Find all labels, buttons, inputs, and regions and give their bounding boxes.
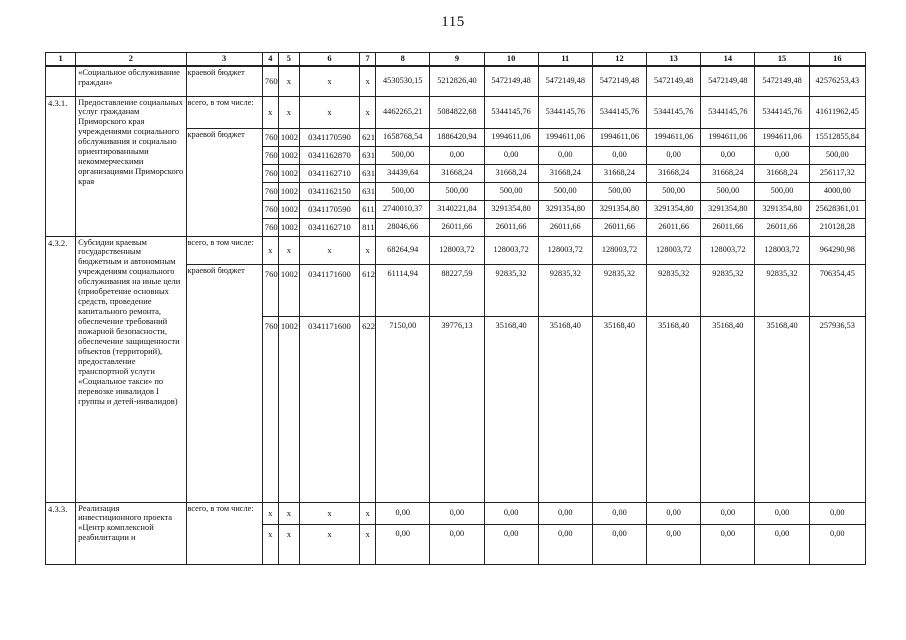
value-cell: 5472149,48 xyxy=(647,66,701,96)
code-cell: 1002 xyxy=(278,128,299,146)
code-cell: 1002 xyxy=(278,164,299,182)
value-cell: 3291354,80 xyxy=(755,200,809,218)
value-cell: 1994611,06 xyxy=(701,128,755,146)
value-cell: 1994611,06 xyxy=(755,128,809,146)
value-cell: 256117,32 xyxy=(809,164,865,182)
value-cell: 500,00 xyxy=(592,182,646,200)
value-cell: 35168,40 xyxy=(484,316,538,502)
value-cell: 0,00 xyxy=(809,502,865,524)
value-cell: 128003,72 xyxy=(484,236,538,264)
value-cell: 500,00 xyxy=(538,182,592,200)
code-cell: 1002 xyxy=(278,218,299,236)
value-cell: 0,00 xyxy=(701,502,755,524)
code-cell: 760 xyxy=(262,200,278,218)
value-cell: 31668,24 xyxy=(592,164,646,182)
funding-source: краевой бюджет xyxy=(186,128,262,236)
row-number xyxy=(46,66,76,96)
code-cell: x xyxy=(360,524,376,564)
column-header: 11 xyxy=(538,53,592,67)
code-cell: 0341170590 xyxy=(299,200,359,218)
value-cell: 5472149,48 xyxy=(484,66,538,96)
code-cell: 1002 xyxy=(278,200,299,218)
value-cell: 92835,32 xyxy=(647,264,701,316)
value-cell: 5344145,76 xyxy=(538,96,592,128)
row-number: 4.3.3. xyxy=(46,502,76,564)
value-cell: 128003,72 xyxy=(430,236,484,264)
column-header: 2 xyxy=(76,53,186,67)
code-cell: 0341162150 xyxy=(299,182,359,200)
value-cell: 35168,40 xyxy=(755,316,809,502)
value-cell: 0,00 xyxy=(376,502,430,524)
value-cell: 0,00 xyxy=(592,146,646,164)
value-cell: 0,00 xyxy=(430,524,484,564)
code-cell: x xyxy=(278,66,299,96)
value-cell: 28046,66 xyxy=(376,218,430,236)
row-name: Субсидии краевым государственным бюджетным и автономным учреждениям социального обслуживания на иные цели (приобретение основных средств, проведение капитального ремонта, обеспечение требований пожарной безопасности, обеспечение защищенности объектов (территорий), предоставление транспортной услуги «Социальное такси» по перевозке инвалидов I группы и детей-инвалидов) xyxy=(76,236,186,502)
value-cell: 1658768,54 xyxy=(376,128,430,146)
value-cell: 0,00 xyxy=(755,146,809,164)
column-header: 9 xyxy=(430,53,484,67)
value-cell: 0,00 xyxy=(701,146,755,164)
row-name: Предоставление социальных услуг гражданам Приморского края учреждениями социального обслуживания и социально ориентированными некоммерческими организациями Приморского края xyxy=(76,96,186,236)
table-body xyxy=(46,53,866,565)
code-cell: x xyxy=(299,236,359,264)
code-cell: 0341162710 xyxy=(299,164,359,182)
value-cell: 92835,32 xyxy=(592,264,646,316)
value-cell: 4530530,15 xyxy=(376,66,430,96)
value-cell: 0,00 xyxy=(755,502,809,524)
value-cell: 3140221,84 xyxy=(430,200,484,218)
value-cell: 1994611,06 xyxy=(538,128,592,146)
value-cell: 3291354,80 xyxy=(701,200,755,218)
value-cell: 3291354,80 xyxy=(647,200,701,218)
value-cell: 500,00 xyxy=(376,182,430,200)
table-row xyxy=(46,66,866,96)
value-cell: 26011,66 xyxy=(592,218,646,236)
row-name: Реализация инвестиционного проекта «Центр комплексной реабилитации и xyxy=(76,502,186,564)
value-cell: 257936,53 xyxy=(809,316,865,502)
column-header: 6 xyxy=(299,53,359,67)
table-row xyxy=(46,502,866,524)
value-cell: 128003,72 xyxy=(538,236,592,264)
value-cell: 31668,24 xyxy=(647,164,701,182)
row-number: 4.3.2. xyxy=(46,236,76,502)
value-cell: 500,00 xyxy=(755,182,809,200)
value-cell: 210128,28 xyxy=(809,218,865,236)
code-cell: 760 xyxy=(262,66,278,96)
code-cell: 760 xyxy=(262,182,278,200)
value-cell: 128003,72 xyxy=(701,236,755,264)
value-cell: 0,00 xyxy=(430,502,484,524)
value-cell: 15512855,84 xyxy=(809,128,865,146)
value-cell: 31668,24 xyxy=(755,164,809,182)
column-header: 1 xyxy=(46,53,76,67)
value-cell: 26011,66 xyxy=(701,218,755,236)
value-cell: 0,00 xyxy=(538,146,592,164)
value-cell: 5344145,76 xyxy=(592,96,646,128)
code-cell: x xyxy=(299,502,359,524)
code-cell: 760 xyxy=(262,146,278,164)
value-cell: 92835,32 xyxy=(701,264,755,316)
value-cell: 3291354,80 xyxy=(592,200,646,218)
code-cell: 0341171600 xyxy=(299,316,359,502)
code-cell: 622 xyxy=(360,316,376,502)
code-cell: x xyxy=(278,524,299,564)
value-cell: 35168,40 xyxy=(647,316,701,502)
value-cell: 26011,66 xyxy=(538,218,592,236)
code-cell: 0341162870 xyxy=(299,146,359,164)
code-cell: 612 xyxy=(360,264,376,316)
value-cell: 500,00 xyxy=(484,182,538,200)
value-cell: 500,00 xyxy=(376,146,430,164)
value-cell: 92835,32 xyxy=(538,264,592,316)
value-cell: 68264,94 xyxy=(376,236,430,264)
value-cell: 5212826,40 xyxy=(430,66,484,96)
code-cell: x xyxy=(299,66,359,96)
value-cell: 4462265,21 xyxy=(376,96,430,128)
code-cell: 760 xyxy=(262,218,278,236)
value-cell: 0,00 xyxy=(647,502,701,524)
value-cell: 5084822,68 xyxy=(430,96,484,128)
value-cell: 92835,32 xyxy=(484,264,538,316)
page-number: 115 xyxy=(441,14,465,30)
column-header: 14 xyxy=(701,53,755,67)
value-cell: 706354,45 xyxy=(809,264,865,316)
value-cell: 35168,40 xyxy=(538,316,592,502)
code-cell: 0341170590 xyxy=(299,128,359,146)
value-cell: 5344145,76 xyxy=(755,96,809,128)
code-cell: x xyxy=(262,96,278,128)
value-cell: 5472149,48 xyxy=(755,66,809,96)
code-cell: x xyxy=(299,524,359,564)
code-cell: 760 xyxy=(262,164,278,182)
value-cell: 964290,98 xyxy=(809,236,865,264)
value-cell: 500,00 xyxy=(430,182,484,200)
code-cell: 631 xyxy=(360,182,376,200)
value-cell: 3291354,80 xyxy=(538,200,592,218)
value-cell: 39776,13 xyxy=(430,316,484,502)
code-cell: x xyxy=(299,96,359,128)
code-cell: 631 xyxy=(360,146,376,164)
value-cell: 5472149,48 xyxy=(701,66,755,96)
value-cell: 31668,24 xyxy=(701,164,755,182)
code-cell: 760 xyxy=(262,128,278,146)
code-cell: x xyxy=(262,236,278,264)
table-row xyxy=(46,236,866,264)
value-cell: 500,00 xyxy=(701,182,755,200)
value-cell: 26011,66 xyxy=(755,218,809,236)
column-header: 15 xyxy=(755,53,809,67)
column-header: 8 xyxy=(376,53,430,67)
value-cell: 2740010,37 xyxy=(376,200,430,218)
value-cell: 500,00 xyxy=(647,182,701,200)
value-cell: 92835,32 xyxy=(755,264,809,316)
value-cell: 0,00 xyxy=(647,524,701,564)
value-cell: 31668,24 xyxy=(430,164,484,182)
value-cell: 35168,40 xyxy=(701,316,755,502)
value-cell: 0,00 xyxy=(647,146,701,164)
code-cell: 760 xyxy=(262,264,278,316)
code-cell: x xyxy=(262,524,278,564)
value-cell: 0,00 xyxy=(484,502,538,524)
value-cell: 7150,00 xyxy=(376,316,430,502)
code-cell: 631 xyxy=(360,164,376,182)
header-row xyxy=(46,53,866,67)
column-header: 16 xyxy=(809,53,865,67)
value-cell: 0,00 xyxy=(430,146,484,164)
value-cell: 25628361,01 xyxy=(809,200,865,218)
value-cell: 26011,66 xyxy=(647,218,701,236)
value-cell: 1994611,06 xyxy=(484,128,538,146)
value-cell: 31668,24 xyxy=(484,164,538,182)
code-cell: x xyxy=(278,96,299,128)
value-cell: 5344145,76 xyxy=(484,96,538,128)
column-header: 12 xyxy=(592,53,646,67)
funding-source: краевой бюджет xyxy=(186,264,262,502)
code-cell: 621 xyxy=(360,128,376,146)
column-header: 3 xyxy=(186,53,262,67)
code-cell: 1002 xyxy=(278,182,299,200)
code-cell: 811 xyxy=(360,218,376,236)
value-cell: 0,00 xyxy=(701,524,755,564)
value-cell: 26011,66 xyxy=(430,218,484,236)
code-cell: 1002 xyxy=(278,146,299,164)
value-cell: 41611962,45 xyxy=(809,96,865,128)
code-cell: 1002 xyxy=(278,316,299,502)
value-cell: 128003,72 xyxy=(647,236,701,264)
value-cell: 0,00 xyxy=(809,524,865,564)
value-cell: 31668,24 xyxy=(538,164,592,182)
value-cell: 1886420,94 xyxy=(430,128,484,146)
row-name: «Социальное обслуживание граждан» xyxy=(76,66,186,96)
value-cell: 500,00 xyxy=(809,146,865,164)
value-cell: 128003,72 xyxy=(755,236,809,264)
value-cell: 0,00 xyxy=(592,524,646,564)
table-row xyxy=(46,96,866,128)
value-cell: 1994611,06 xyxy=(647,128,701,146)
value-cell: 0,00 xyxy=(755,524,809,564)
value-cell: 4000,00 xyxy=(809,182,865,200)
value-cell: 42576253,43 xyxy=(809,66,865,96)
total-label: всего, в том числе: xyxy=(186,236,262,264)
code-cell: x xyxy=(278,236,299,264)
value-cell: 0,00 xyxy=(538,524,592,564)
code-cell: 1002 xyxy=(278,264,299,316)
column-header: 13 xyxy=(647,53,701,67)
value-cell: 128003,72 xyxy=(592,236,646,264)
value-cell: 0,00 xyxy=(592,502,646,524)
value-cell: 3291354,80 xyxy=(484,200,538,218)
value-cell: 26011,66 xyxy=(484,218,538,236)
funding-source: краевой бюджет xyxy=(186,66,262,96)
code-cell: x xyxy=(360,66,376,96)
total-label: всего, в том числе: xyxy=(186,502,262,564)
code-cell: 0341171600 xyxy=(299,264,359,316)
code-cell: x xyxy=(262,502,278,524)
value-cell: 5344145,76 xyxy=(701,96,755,128)
value-cell: 35168,40 xyxy=(592,316,646,502)
total-label: всего, в том числе: xyxy=(186,96,262,128)
budget-table xyxy=(45,52,866,565)
value-cell: 61114,94 xyxy=(376,264,430,316)
value-cell: 34439,64 xyxy=(376,164,430,182)
column-header: 10 xyxy=(484,53,538,67)
value-cell: 88227,59 xyxy=(430,264,484,316)
value-cell: 0,00 xyxy=(538,502,592,524)
value-cell: 1994611,06 xyxy=(592,128,646,146)
value-cell: 5472149,48 xyxy=(538,66,592,96)
code-cell: x xyxy=(360,96,376,128)
code-cell: x xyxy=(360,236,376,264)
code-cell: 0341162710 xyxy=(299,218,359,236)
column-header: 5 xyxy=(278,53,299,67)
value-cell: 5344145,76 xyxy=(647,96,701,128)
code-cell: x xyxy=(278,502,299,524)
value-cell: 0,00 xyxy=(484,524,538,564)
value-cell: 5472149,48 xyxy=(592,66,646,96)
column-header: 7 xyxy=(360,53,376,67)
row-number: 4.3.1. xyxy=(46,96,76,236)
value-cell: 0,00 xyxy=(484,146,538,164)
value-cell: 0,00 xyxy=(376,524,430,564)
code-cell: 760 xyxy=(262,316,278,502)
column-header: 4 xyxy=(262,53,278,67)
code-cell: x xyxy=(360,502,376,524)
code-cell: 611 xyxy=(360,200,376,218)
